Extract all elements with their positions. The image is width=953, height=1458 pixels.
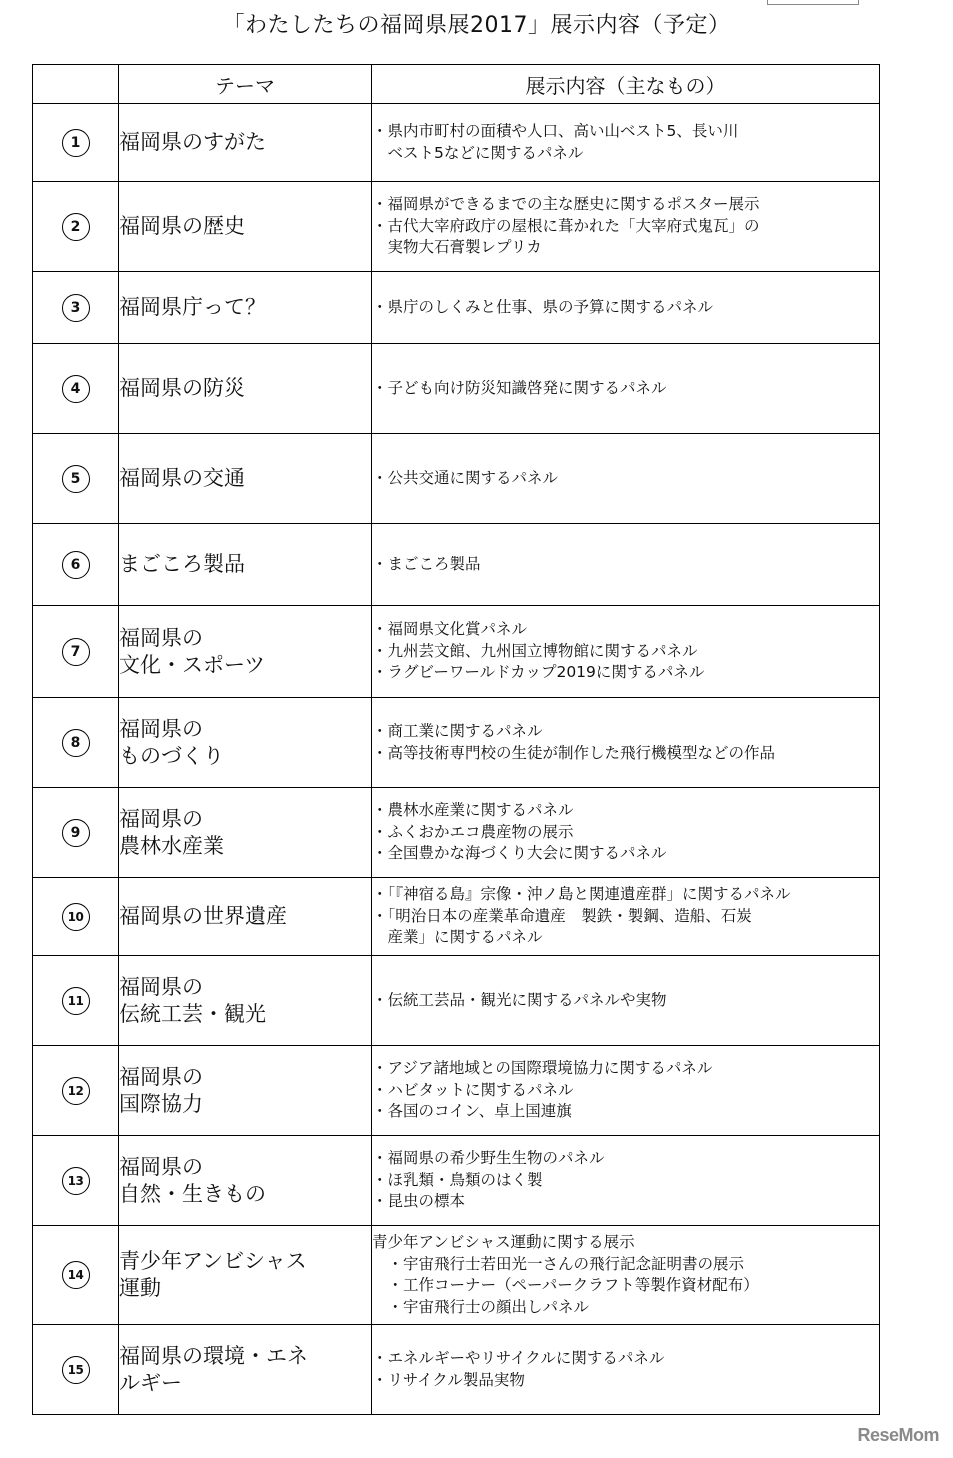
resemom-logo: ReseMom (857, 1425, 939, 1445)
row-number: 7 (62, 638, 90, 666)
content-cell (372, 878, 880, 956)
content-cell (372, 1325, 880, 1415)
content-item: ・ラグビーワールドカップ2019に関するパネル (372, 663, 705, 682)
theme-line: 福岡県の防災 (119, 376, 245, 400)
theme-cell (119, 524, 372, 606)
theme-line: ものづくり (119, 743, 224, 768)
table-row (33, 272, 880, 344)
content-item: ・県内市町村の面積や人口、高い山ベスト5、長い川 (372, 122, 739, 140)
content-item: ・各国のコイン、卓上国連旗 (372, 1102, 572, 1121)
table-row (33, 1325, 880, 1415)
row-number-cell (33, 524, 119, 606)
content-item: ・商工業に関するパネル (372, 722, 543, 740)
content-item: 産業」に関するパネル (372, 928, 543, 947)
theme-cell (119, 182, 372, 272)
table-row (33, 606, 880, 698)
content-cell (372, 524, 880, 606)
content-item: ・昆虫の標本 (372, 1192, 466, 1211)
row-number-cell (33, 272, 119, 344)
row-number: 12 (62, 1077, 90, 1105)
content-cell (372, 698, 880, 788)
content-item: 実物大石膏製レプリカ (372, 238, 542, 257)
header-content: 展示内容（主なもの） (372, 65, 880, 104)
theme-cell (119, 434, 372, 524)
theme-cell (119, 1046, 372, 1136)
row-number-cell (33, 344, 119, 434)
theme-line: まごころ製品 (119, 552, 245, 576)
row-number: 15 (62, 1356, 90, 1384)
content-item: ・福岡県の希少野生生物のパネル (372, 1149, 605, 1168)
content-item: ・高等技術専門校の生徒が制作した飛行機模型などの作品 (372, 743, 776, 762)
content-item: ・ふくおかエコ農産物の展示 (372, 822, 574, 841)
row-number-cell (33, 434, 119, 524)
theme-line: 農林水産業 (119, 833, 224, 858)
header-number (33, 65, 119, 104)
content-cell (372, 788, 880, 878)
row-number: 3 (62, 294, 90, 322)
table-row (33, 1226, 880, 1325)
theme-line: 文化・スポーツ (119, 652, 266, 677)
content-item: ・工作コーナー（ペーパークラフト等製作資材配布） (372, 1276, 759, 1294)
row-number: 9 (62, 819, 90, 847)
theme-cell (119, 1325, 372, 1415)
content-item: ・エネルギーやリサイクルに関するパネル (372, 1349, 665, 1367)
content-item: 青少年アンビシャス運動に関する展示 (372, 1233, 635, 1251)
content-item: ・農林水産業に関するパネル (372, 801, 574, 820)
row-number-cell (33, 1325, 119, 1415)
theme-line: 運動 (119, 1276, 161, 1300)
row-number-cell (33, 104, 119, 182)
content-item: ・ほ乳類・鳥類のはく製 (372, 1170, 543, 1189)
theme-line: 福岡県の (119, 806, 203, 831)
row-number-cell (33, 182, 119, 272)
header-theme: テーマ (119, 65, 372, 104)
row-number: 8 (62, 729, 90, 757)
row-number-cell (33, 1226, 119, 1325)
content-cell (372, 272, 880, 344)
content-cell (372, 104, 880, 182)
theme-cell (119, 698, 372, 788)
row-number: 11 (62, 987, 90, 1015)
content-item: ・県庁のしくみと仕事、県の予算に関するパネル (372, 297, 714, 316)
content-item: ・リサイクル製品実物 (372, 1370, 525, 1389)
content-item: ・ハビタットに関するパネル (372, 1080, 574, 1099)
content-item: ・伝統工芸品・観光に関するパネルや実物 (372, 990, 667, 1009)
content-item: ・「明治日本の産業革命遺産 製鉄・製鋼、造船、石炭 (372, 906, 752, 925)
row-number: 13 (62, 1167, 90, 1195)
theme-cell (119, 344, 372, 434)
theme-line: 伝統工芸・観光 (119, 1001, 266, 1026)
content-item: ・「『神宿る島』宗像・沖ノ島と関連遺産群」に関するパネル (372, 885, 791, 904)
table-row (33, 524, 880, 606)
content-item: ・全国豊かな海づくり大会に関するパネル (372, 844, 667, 863)
content-item: ・子ども向け防災知識啓発に関するパネル (372, 378, 667, 397)
theme-line: 福岡県の (119, 1064, 203, 1089)
theme-cell (119, 1136, 372, 1226)
content-cell (372, 956, 880, 1046)
theme-line: 福岡県の交通 (119, 466, 245, 490)
content-item: ・宇宙飛行士の顔出しパネル (372, 1297, 590, 1316)
theme-line: 国際協力 (119, 1091, 203, 1116)
row-number: 2 (62, 213, 90, 241)
theme-line: 福岡県の歴史 (119, 214, 245, 238)
theme-cell (119, 1226, 372, 1325)
row-number: 4 (62, 375, 90, 403)
theme-cell (119, 272, 372, 344)
exhibit-table (32, 64, 880, 1415)
table-row (33, 788, 880, 878)
theme-cell (119, 956, 372, 1046)
table-row (33, 956, 880, 1046)
table-row (33, 1136, 880, 1226)
theme-cell (119, 104, 372, 182)
row-number: 10 (62, 903, 90, 931)
page-title: 「わたしたちの福岡県展2017」展示内容（予定） (222, 13, 731, 38)
row-number-cell (33, 878, 119, 956)
content-item: ・まごころ製品 (372, 554, 481, 573)
table-header-row (33, 65, 880, 104)
content-item: ・福岡県文化賞パネル (372, 620, 528, 639)
row-number-cell (33, 956, 119, 1046)
content-item: ・アジア諸地域との国際環境協力に関するパネル (372, 1059, 713, 1078)
theme-cell (119, 788, 372, 878)
content-cell (372, 182, 880, 272)
row-number-cell (33, 1136, 119, 1226)
table-row (33, 1046, 880, 1136)
theme-line: 福岡県の (119, 625, 203, 650)
theme-line: 福岡県庁って？ (119, 295, 266, 319)
theme-line: 福岡県の環境・エネ (119, 1343, 308, 1368)
row-number: 14 (62, 1261, 90, 1289)
row-number: 5 (62, 465, 90, 493)
row-number-cell (33, 1046, 119, 1136)
content-cell (372, 434, 880, 524)
content-cell (372, 344, 880, 434)
theme-line: 福岡県の (119, 1154, 203, 1179)
corner-box (767, 0, 859, 5)
theme-line: ルギー (119, 1370, 182, 1395)
table-row (33, 698, 880, 788)
row-number-cell (33, 606, 119, 698)
content-cell (372, 1136, 880, 1226)
theme-line: 青少年アンビシャス (119, 1249, 307, 1273)
theme-cell (119, 878, 372, 956)
content-item: ・宇宙飛行士若田光一さんの飛行記念証明書の展示 (372, 1254, 745, 1273)
content-cell (372, 1226, 880, 1325)
table-row (33, 434, 880, 524)
theme-line: 福岡県の (119, 716, 203, 741)
table-row (33, 182, 880, 272)
row-number-cell (33, 788, 119, 878)
table-row (33, 878, 880, 956)
content-item: ・福岡県ができるまでの主な歴史に関するポスター展示 (372, 195, 760, 214)
content-item: ベスト5などに関するパネル (372, 143, 584, 162)
row-number: 6 (62, 551, 90, 579)
row-number-cell (33, 698, 119, 788)
theme-line: 福岡県の世界遺産 (119, 904, 287, 928)
content-item: ・九州芸文館、九州国立博物館に関するパネル (372, 641, 698, 660)
content-item: ・古代大宰府政庁の屋根に葺かれた「大宰府式鬼瓦」の (372, 216, 760, 235)
table-row (33, 344, 880, 434)
content-item: ・公共交通に関するパネル (372, 468, 559, 487)
table-row (33, 104, 880, 182)
theme-line: 福岡県の (119, 974, 203, 999)
theme-line: 自然・生きもの (119, 1181, 266, 1206)
content-cell (372, 606, 880, 698)
theme-cell (119, 606, 372, 698)
content-cell (372, 1046, 880, 1136)
theme-line: 福岡県のすがた (119, 130, 266, 154)
row-number: 1 (62, 129, 90, 157)
